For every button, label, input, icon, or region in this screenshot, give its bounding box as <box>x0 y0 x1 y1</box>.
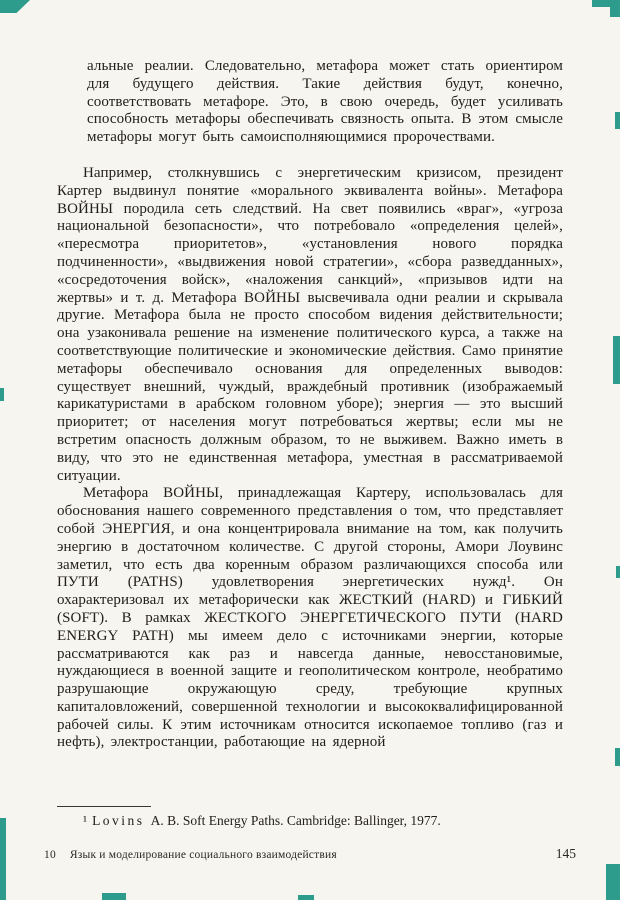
scan-artifact-bottom-left <box>102 893 126 900</box>
running-footer <box>44 849 337 861</box>
scan-artifact-top-right-corner <box>610 5 620 17</box>
scan-artifact-top-left <box>0 0 30 13</box>
scan-artifact-bottom-center <box>298 895 314 900</box>
scan-artifact-left-middle <box>0 388 4 401</box>
page-number: 145 <box>555 846 576 861</box>
body-paragraph: Метафора ВОЙНЫ, принадлежащая Картеру, использовалась для обоснования нашего современного представления о том, что представляет собой ЭНЕРГИЯ, и она концентрировала внимание на том, как получить энергию в достаточном количестве. С другой стороны, Амори Лоувинс заметил, что есть два коренным образом различающихся способа или ПУТИ (PATHS) удовлетворения энергетических нужд¹. Он охарактеризовал их метафорически как ЖЕСТКИЙ (HARD) и ГИБКИЙ (SOFT). В рамках ЖЕСТКОГО ЭНЕРГЕТИЧЕСКОГО ПУТИ (HARD ENERGY PATH) мы имеем дело с источниками энергии, которые рассматриваются как раз и навсегда данные, невосстановимые, нуждающиеся в военной защите и геополитическом контроле, необратимо разрушающие окружающую среду, требующие крупных капиталовложений, совершенной технологии и высококвалифицированной рабочей силы. К этим источникам относится ископаемое топливо (газ и нефть), электростанции, работающие на ядерной <box>57 485 563 751</box>
scan-artifact-right-upper <box>615 112 620 129</box>
footnote-divider <box>57 806 151 807</box>
text-block <box>57 58 563 752</box>
footnote-author: Lovins <box>92 813 145 828</box>
footer-order-number: 10 <box>44 849 56 861</box>
body-paragraph: Например, столкнувшись с энергетическим кризисом, президент Картер выдвинул понятие «морального эквивалента войны». Метафора ВОЙНЫ породила сеть следствий. На свет появились «враг», «угроза национальной безопасности», что потребовало «определения целей», «пересмотра приоритетов», «установления нового порядка подчиненности», «выдвижения новой стратегии», «сбора разведданных», «сосредоточения войск», «наложения санкций», «призывов идти на жертвы» и т. д. Метафора ВОЙНЫ высвечивала одни реалии и скрывала другие. Метафора была не просто способом видения действительности; она узаконивала решение на изменение политического курса, а также на соответствующие политические и экономические действия. Само принятие метафоры обеспечивало основания для определенных выводов: существует внешний, чуждый, враждебный противник (изображаемый карикатуристами в арабском головном уборе); энергия — это высший приоритет; от населения могут потребоваться жертвы; если мы не встретим опасность должным образом, то не выживем. Важно иметь в виду, что это не единственная метафора, уместная в рассматриваемой ситуации. <box>57 164 563 484</box>
scan-artifact-bottom-left-corner <box>0 818 6 900</box>
page-footer <box>44 846 576 862</box>
scan-artifact-right-bottom <box>615 748 620 766</box>
footnote-citation: A. B. Soft Energy Paths. Cambridge: Ballinger, 1977. <box>150 813 441 828</box>
scan-artifact-bottom-right-corner <box>606 864 620 900</box>
footnote-marker: ¹ <box>83 813 88 828</box>
quote-paragraph: альные реалии. Следовательно, метафора может стать ориентиром для будущего действия. Такие действия будут, конечно, соответствовать метафоре. Это, в свою очередь, будет усиливать способность метафоры обеспечивать связность опыта. В этом смысле метафоры могут быть самоисполняющимися пророчествами. <box>87 58 563 146</box>
scan-artifact-right-middle <box>613 336 620 384</box>
scan-artifact-right-lower <box>616 566 620 578</box>
footer-running-title: Язык и моделирование социального взаимодействия <box>69 849 337 861</box>
footnote <box>57 813 563 829</box>
